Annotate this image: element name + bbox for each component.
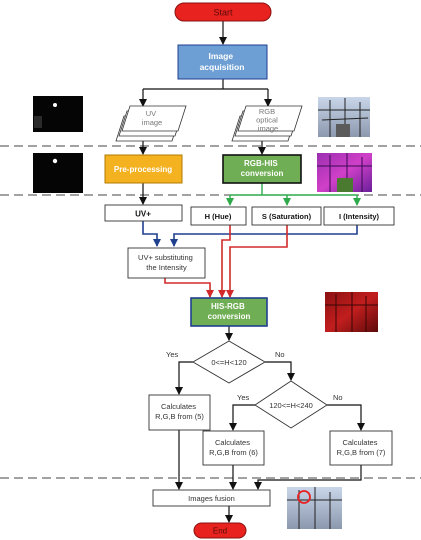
- red-arrow-hue: [222, 225, 230, 297]
- end-label: End: [212, 526, 228, 536]
- uv-plus-box: [105, 205, 182, 221]
- images-fusion-box: [153, 490, 270, 506]
- intensity-label: I (Intensity): [338, 212, 380, 221]
- no-branch-1: [265, 362, 291, 380]
- uv-substituting-line1: UV+ substituting: [138, 253, 193, 262]
- his-rgb-box: [191, 298, 267, 326]
- rgb-image-line2: optical: [256, 115, 278, 125]
- calc-6-line1: Calculates: [214, 438, 250, 447]
- svg-text:UV+ substituting the Int: [138, 253, 195, 272]
- intensity-box: [324, 207, 394, 225]
- red-arrow-saturation: [230, 225, 287, 297]
- rgb-image-line1: RGB: [258, 107, 276, 116]
- his-rgb-line2: conversion: [207, 312, 251, 321]
- his-thumbnail: [317, 153, 372, 192]
- svg-text:Calculates R,G,B from (6: [209, 438, 258, 457]
- images-fusion-label: Images fusion: [188, 494, 235, 503]
- rgb-image-doc: [232, 106, 302, 141]
- rgb-thumbnail: [318, 97, 370, 137]
- start-terminal: [175, 3, 271, 21]
- image-acquisition-line2: acquisition: [199, 62, 245, 72]
- start-label: Start: [213, 7, 233, 18]
- uv-image-doc: [116, 106, 186, 141]
- calc-5-line2: R,G,B from (5): [155, 412, 204, 421]
- uv-plus-label: UV+: [135, 209, 151, 219]
- image-acquisition-box: [178, 45, 267, 79]
- image-acquisition-line1: Image: [208, 51, 234, 61]
- uv-substituting-box: [128, 248, 205, 278]
- uv-thumbnail-1: [33, 96, 83, 132]
- yes-label-1: Yes: [166, 350, 179, 359]
- rgb-image-line3: image: [257, 124, 279, 133]
- svg-text:Calculates R,G,B from (7: [337, 438, 386, 457]
- yes-branch-1: [179, 362, 193, 394]
- calc-7-box: [330, 431, 392, 465]
- end-terminal: [194, 523, 246, 538]
- uv-image-line2: image: [141, 118, 163, 127]
- preprocessing-label: Pre-processing: [113, 165, 173, 174]
- decision-2: [255, 381, 327, 428]
- calc-7-line2: R,G,B from (7): [336, 448, 386, 457]
- calc-5-line1: Calculates: [160, 402, 196, 411]
- blue-arrow-intensity: [174, 225, 357, 246]
- his-rgb-line1: HIS-RGB: [210, 302, 245, 311]
- calc-7-line1: Calculates: [342, 438, 378, 447]
- no-label-1: No: [275, 350, 285, 359]
- svg-text:RGB-HIS conversion: [241, 159, 284, 178]
- decision-2-label: 120<=H<240: [269, 401, 313, 410]
- yes-branch-2: [233, 405, 255, 430]
- preprocessing-box: [105, 155, 182, 183]
- calc-6-box: [203, 431, 264, 465]
- arrow-calc7-fusion: [258, 465, 361, 489]
- blue-arrow-uvplus: [143, 221, 157, 246]
- no-branch-2: [327, 405, 361, 430]
- decision-1: [193, 341, 265, 383]
- svg-text:HIS-RGB conversion: [208, 302, 251, 321]
- svg-text:RGB optical image: [256, 107, 280, 133]
- yes-label-2: Yes: [237, 393, 250, 402]
- rgb-his-line2: conversion: [240, 169, 284, 178]
- calc-5-box: [149, 395, 210, 430]
- red-arrow-uvsub: [165, 278, 210, 297]
- rgb-his-line1: RGB-HIS: [243, 159, 278, 168]
- hue-box: [191, 207, 246, 225]
- uv-thumbnail-2: [33, 153, 83, 193]
- saturation-box: [252, 207, 321, 225]
- decision-1-label: 0<=H<120: [211, 358, 247, 367]
- uv-substituting-line2: the Intensity: [146, 263, 187, 272]
- fused-thumbnail-red: [325, 292, 378, 332]
- uv-image-line1: UV: [145, 109, 157, 118]
- final-fused-thumbnail: [287, 487, 342, 529]
- saturation-label: S (Saturation): [261, 212, 312, 221]
- hue-label: H (Hue): [204, 212, 232, 221]
- rgb-his-box: [223, 155, 301, 183]
- svg-text:Calculates R,G,B from (5: [155, 402, 204, 421]
- calc-6-line2: R,G,B from (6): [209, 448, 258, 457]
- no-label-2: No: [333, 393, 343, 402]
